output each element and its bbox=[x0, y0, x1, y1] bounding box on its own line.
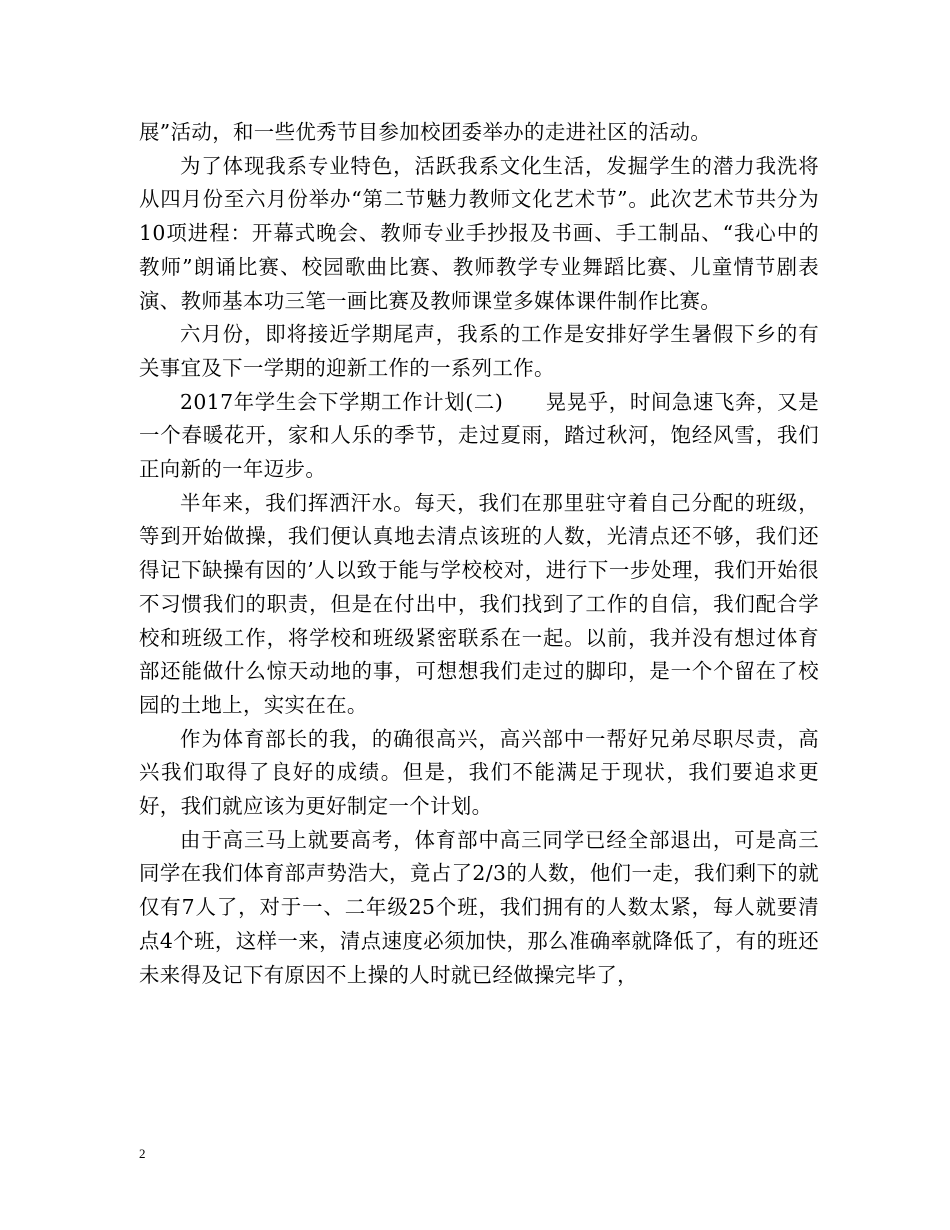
paragraph-senior-students: 由于高三马上就要高考，体育部中高三同学已经全部退出，可是高三同学在我们体育部声势浩大，竟占了2/3的人数，他们一走，我们剩下的就仅有7人了，对于一、二年级25个班，我们拥有的人数太紧，每人就要清点4个班，这样一来，清点速度必须加快，那么准确率就降低了，有的班还未来得及记下有原因不上操的人时就已经做操完毕了， bbox=[139, 827, 819, 987]
paragraph-sports-minister: 作为体育部长的我，的确很高兴，高兴部中一帮好兄弟尽职尽责，高兴我们取得了良好的成绩。但是，我们不能满足于现状，我们要追求更好，我们就应该为更好制定一个计划。 bbox=[139, 726, 819, 819]
paragraph-june-work: 六月份，即将接近学期尾声，我系的工作是安排好学生暑假下乡的有关事宜及下一学期的迎新工作的一系列工作。 bbox=[139, 322, 819, 380]
paragraph-plan-two-intro: 2017年学生会下学期工作计划(二) 晃晃乎，时间急速飞奔，又是一个春暖花开，家和人乐的季节，走过夏雨，踏过秋河，饱经风雪，我们正向新的一年迈步。 bbox=[139, 389, 819, 482]
paragraph-art-festival: 为了体现我系专业特色，活跃我系文化生活，发掘学生的潜力我洗将从四月份至六月份举办“第二节魅力教师文化艺术节”。此次艺术节共分为10项进程：开幕式晚会、教师专业手抄报及书画、手工制品、“我心中的教师”朗诵比赛、校园歌曲比赛、教师教学专业舞蹈比赛、儿童情节剧表演、教师基本功三笔一画比赛及教师课堂多媒体课件制作比赛。 bbox=[139, 153, 819, 313]
page-number: 2 bbox=[139, 1146, 146, 1161]
paragraph-half-year: 半年来，我们挥洒汗水。每天，我们在那里驻守着自己分配的班级，等到开始做操，我们便认真地去清点该班的人数，光清点还不够，我们还得记下缺操有因的’人以致于能与学校校对，进行下一步处理，我们开始很不习惯我们的职责，但是在付出中，我们找到了工作的自信，我们配合学校和班级工作，将学校和班级紧密联系在一起。以前，我并没有想过体育部还能做什么惊天动地的事，可想想我们走过的脚印，是一个个留在了校园的土地上，实实在在。 bbox=[139, 490, 819, 717]
document-body bbox=[139, 116, 819, 992]
paragraph-continuation: 展”活动，和一些优秀节目参加校团委举办的走进社区的活动。 bbox=[139, 120, 712, 144]
